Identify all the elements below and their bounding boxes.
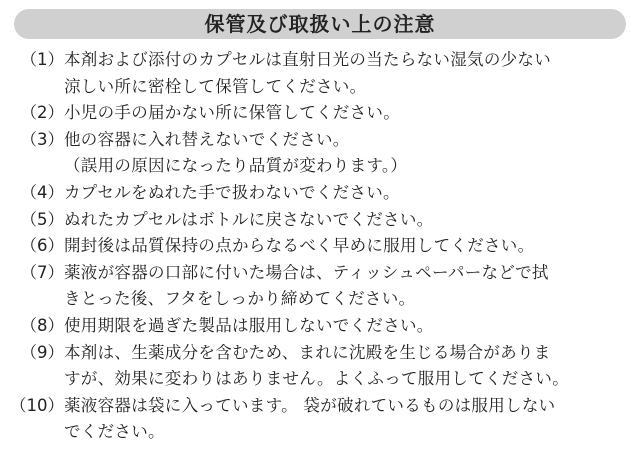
item-line: きとった後、フタをしっかり締めてください。 — [64, 289, 416, 309]
item-number: （8） — [20, 315, 64, 335]
item-number: （4） — [20, 182, 64, 202]
item-text — [64, 47, 640, 100]
item-line: 本剤は、生薬成分を含むため、まれに沈殿を生じる場合がありま — [64, 342, 551, 362]
item-line: でください。 — [64, 422, 165, 442]
item-text — [64, 340, 640, 393]
item-number: （9） — [20, 342, 64, 362]
item-number: （7） — [20, 262, 64, 282]
item-line: ぬれたカプセルはボトルに戻さないでください。 — [64, 209, 434, 229]
list-item — [0, 233, 640, 260]
item-number: （6） — [20, 236, 64, 256]
page-title: 保管及び取扱い上の注意 — [204, 12, 436, 36]
item-line: 涼しい所に密栓して保管してください。 — [64, 76, 367, 96]
item-text — [64, 127, 640, 180]
item-text — [64, 260, 640, 313]
list-item — [0, 180, 640, 207]
item-number: （1） — [20, 50, 64, 69]
list-item — [0, 313, 640, 340]
item-line: 小児の手の届かない所に保管してください。 — [64, 103, 400, 123]
item-line: 本剤および添付のカプセルは直射日光の当たらない湿気の少ない — [64, 50, 552, 69]
item-text — [64, 207, 640, 234]
item-line: 使用期限を過ぎた製品は服用しないでください。 — [64, 315, 434, 335]
list-item — [0, 393, 640, 446]
caution-list — [0, 47, 640, 446]
list-item — [0, 260, 640, 313]
title-bar — [14, 9, 626, 39]
item-line: （誤用の原因になったり品質が変わります。） — [64, 156, 408, 176]
list-item — [0, 340, 640, 393]
item-line: 開封後は品質保持の点からなるべく早めに服用してください。 — [64, 236, 535, 256]
item-line: カプセルをぬれた手で扱わないでください。 — [64, 182, 400, 202]
list-item — [0, 127, 640, 180]
item-number: （3） — [20, 129, 64, 149]
item-text — [64, 233, 640, 260]
item-number: （5） — [20, 209, 64, 229]
item-text — [64, 100, 640, 127]
list-item — [0, 47, 640, 100]
item-line: 薬液が容器の口部に付いた場合は、ティッシュペーパーなどで拭 — [64, 262, 549, 282]
item-number: （2） — [20, 103, 64, 123]
item-line: 薬液容器は袋に入っています。 袋が破れているものは服用しない — [64, 395, 556, 415]
item-text — [64, 313, 640, 340]
item-line: 他の容器に入れ替えないでください。 — [64, 129, 350, 149]
item-text — [64, 393, 640, 446]
item-text — [64, 180, 640, 207]
list-item — [0, 207, 640, 234]
list-item — [0, 100, 640, 127]
item-line: すが、効果に変わりはありません。よくふって服用してください。 — [64, 369, 569, 389]
item-number: （10） — [10, 395, 64, 415]
